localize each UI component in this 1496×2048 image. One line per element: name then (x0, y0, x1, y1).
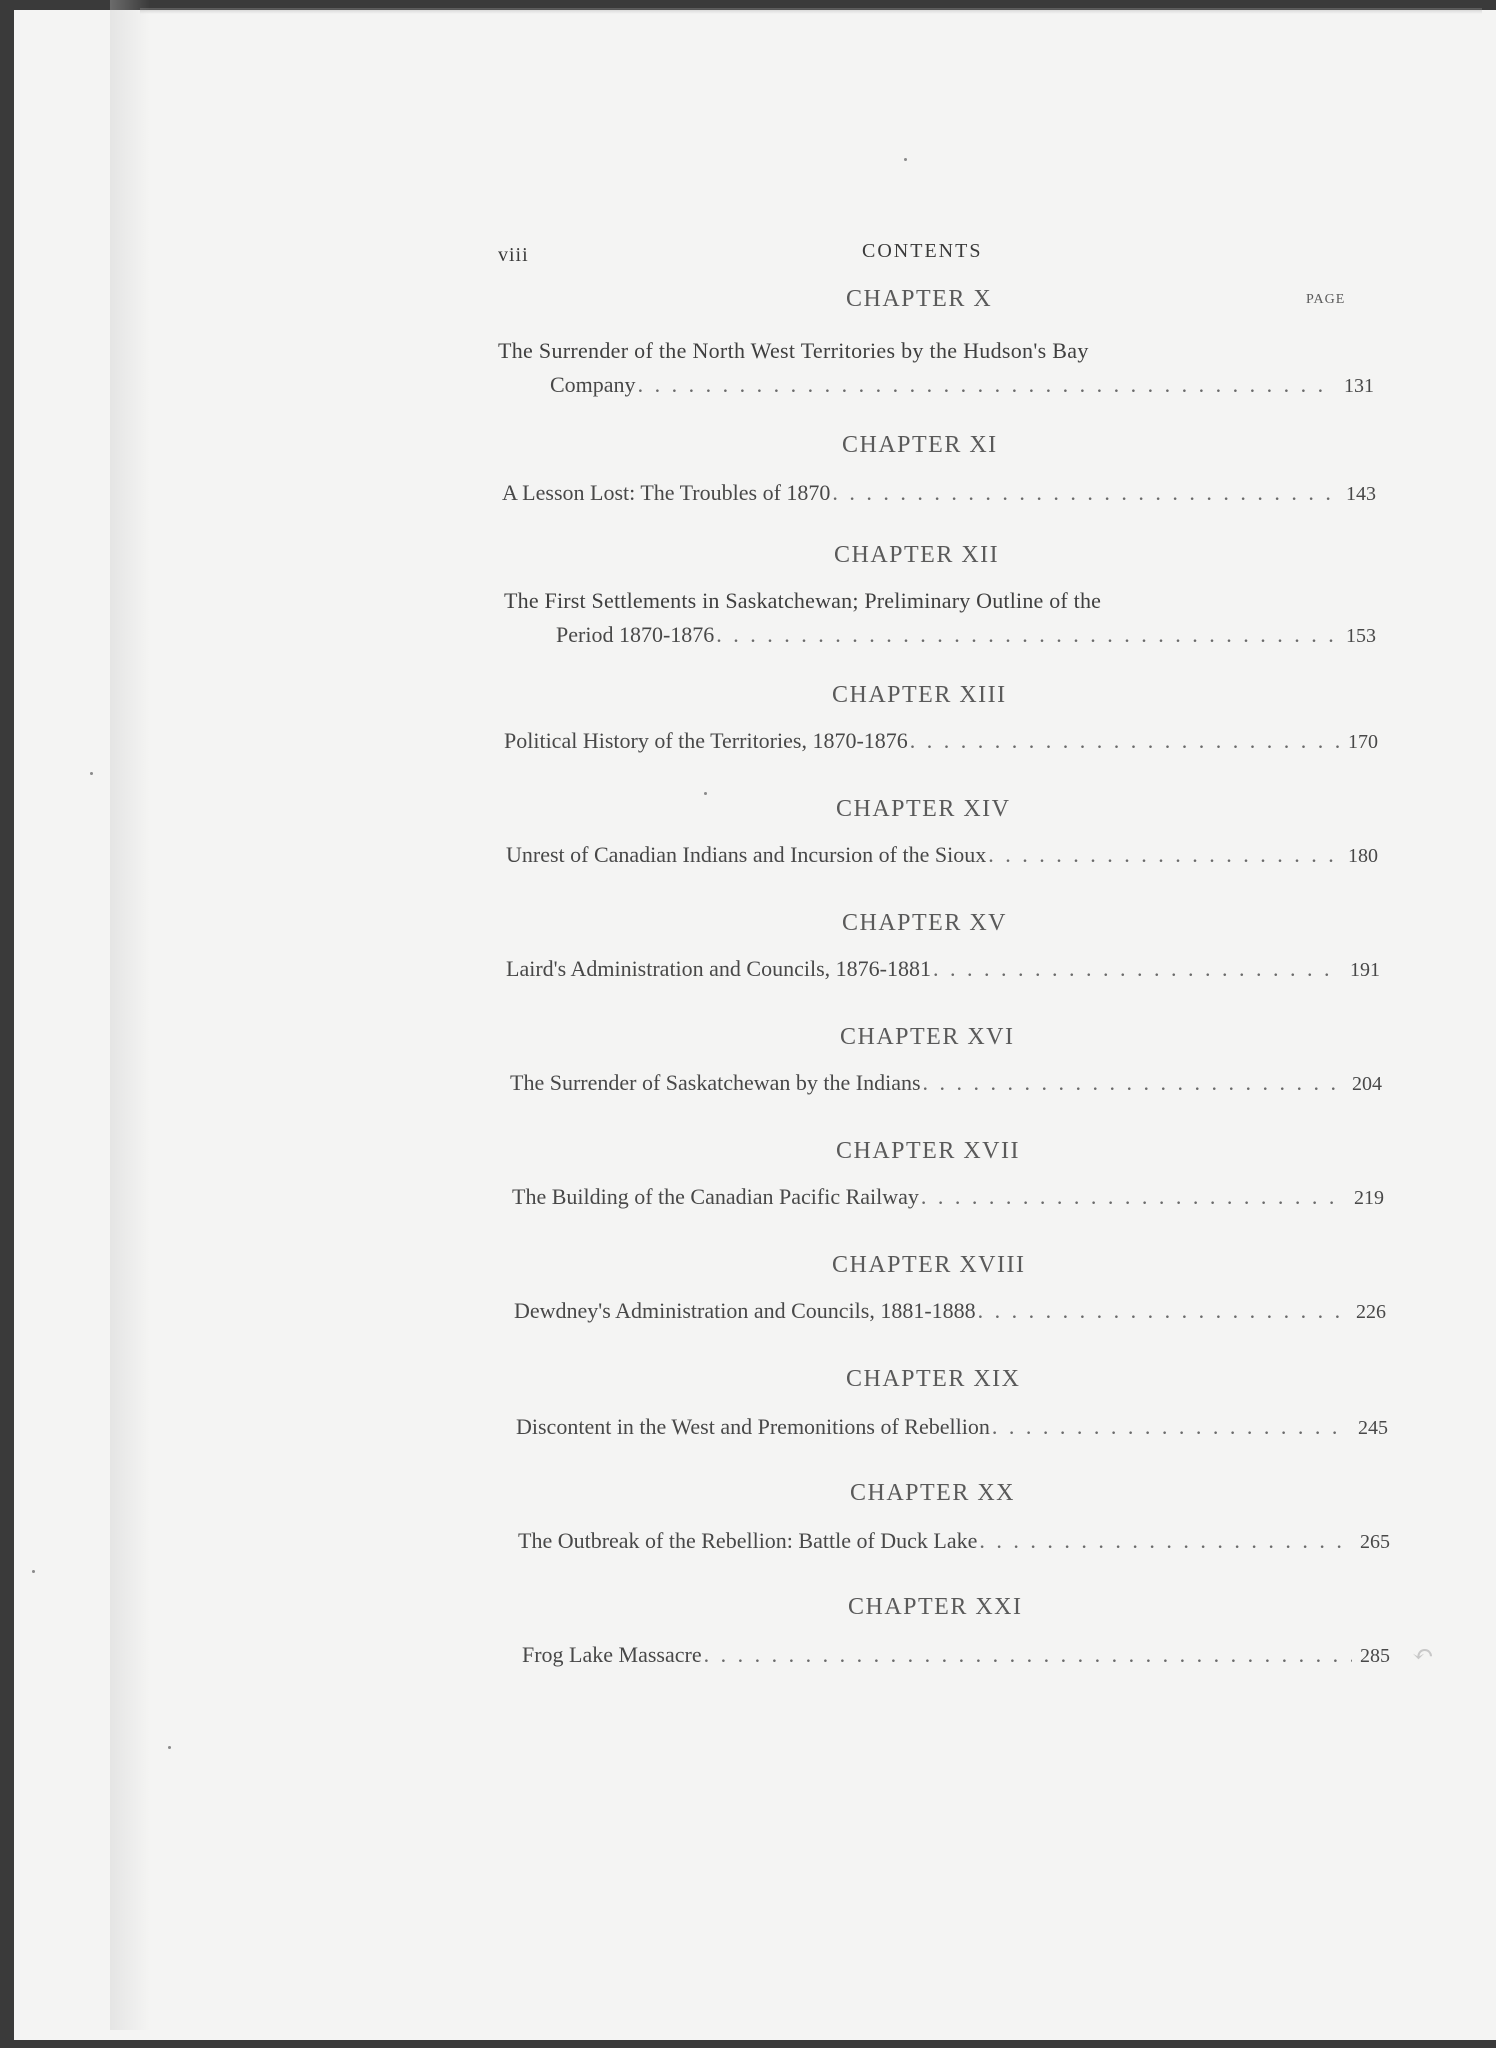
page-number: 204 (1352, 1073, 1382, 1095)
chapter-heading: CHAPTER XIV (836, 796, 1011, 822)
toc-entry (514, 1298, 1386, 1324)
dot-leader (933, 956, 1342, 982)
binding-shadow (110, 0, 150, 2030)
chapter-title-continued: Company (550, 372, 636, 397)
paper-speck (32, 1570, 35, 1573)
chapter-title: The Outbreak of the Rebellion: Battle of Duck Lake (518, 1528, 978, 1553)
toc-entry (550, 372, 1374, 398)
paper-speck (904, 158, 907, 161)
toc-entry (510, 1070, 1382, 1096)
chapter-heading: CHAPTER XVI (840, 1024, 1015, 1050)
dot-leader (988, 842, 1340, 868)
folio-number: viii (498, 244, 529, 266)
chapter-title: Unrest of Canadian Indians and Incursion of the Sioux (506, 842, 987, 867)
chapter-heading: CHAPTER XX (850, 1480, 1016, 1506)
chapter-title: The Surrender of Saskatchewan by the Indians (510, 1070, 921, 1095)
chapter-title: Frog Lake Massacre (522, 1642, 702, 1667)
chapter-title-continued: Period 1870-1876 (556, 622, 715, 647)
page-number: 226 (1356, 1301, 1386, 1323)
page-number: 245 (1358, 1417, 1388, 1439)
toc-entry (516, 1414, 1388, 1440)
pencil-mark-icon: ↶ (1412, 1640, 1434, 1669)
page-top-edge (140, 8, 1482, 14)
page-number: 265 (1360, 1531, 1390, 1553)
page-column-label: PAGE (1306, 292, 1346, 307)
page-number: 131 (1344, 375, 1374, 397)
toc-entry (502, 480, 1376, 506)
chapter-heading: CHAPTER XI (842, 432, 998, 458)
chapter-title: Dewdney's Administration and Councils, 1881-1888 (514, 1298, 976, 1323)
toc-entry (512, 1184, 1384, 1210)
chapter-title: The Building of the Canadian Pacific Railway (512, 1184, 919, 1209)
chapter-heading: CHAPTER XXI (848, 1594, 1023, 1620)
toc-entry (518, 1528, 1390, 1554)
paper-speck (168, 1746, 171, 1749)
chapter-title: A Lesson Lost: The Troubles of 1870 (502, 480, 831, 505)
page-number: 219 (1354, 1187, 1384, 1209)
toc-entry (506, 842, 1378, 868)
page-number: 170 (1348, 731, 1378, 753)
chapter-heading: CHAPTER XIII (832, 682, 1007, 708)
chapter-title: The Surrender of the North West Territories by the Hudson's Bay (498, 338, 1089, 363)
chapter-heading: CHAPTER X (846, 286, 993, 312)
dot-leader (923, 1070, 1344, 1096)
dot-leader (921, 1184, 1346, 1210)
dot-leader (910, 728, 1340, 754)
page-number: 180 (1348, 845, 1378, 867)
dot-leader (979, 1528, 1352, 1554)
dot-leader (704, 1642, 1352, 1668)
paper-speck (90, 772, 93, 775)
chapter-heading: CHAPTER XVIII (832, 1252, 1026, 1278)
page-number: 153 (1346, 625, 1376, 647)
chapter-heading: CHAPTER XVII (836, 1138, 1020, 1164)
dot-leader (978, 1298, 1348, 1324)
scanned-page (14, 10, 1496, 2040)
dot-leader (716, 622, 1338, 648)
paper-speck (704, 792, 707, 795)
page-number: 143 (1346, 483, 1376, 505)
chapter-title: Political History of the Territories, 1870-1876 (504, 728, 908, 753)
page-title: CONTENTS (862, 240, 983, 262)
dot-leader (638, 372, 1336, 398)
chapter-heading: CHAPTER XV (842, 910, 1008, 936)
page-number: 285 (1360, 1645, 1390, 1667)
dot-leader (992, 1414, 1350, 1440)
toc-entry (504, 728, 1378, 754)
toc-entry (522, 1642, 1390, 1668)
chapter-title: Discontent in the West and Premonitions of Rebellion (516, 1414, 990, 1439)
toc-entry (506, 956, 1380, 982)
page-number: 191 (1350, 959, 1380, 981)
chapter-heading: CHAPTER XII (834, 542, 1000, 568)
toc-entry (556, 622, 1376, 648)
chapter-title: Laird's Administration and Councils, 1876-1881 (506, 956, 931, 981)
chapter-title: The First Settlements in Saskatchewan; Preliminary Outline of the (504, 588, 1102, 613)
dot-leader (832, 480, 1338, 506)
chapter-heading: CHAPTER XIX (846, 1366, 1021, 1392)
